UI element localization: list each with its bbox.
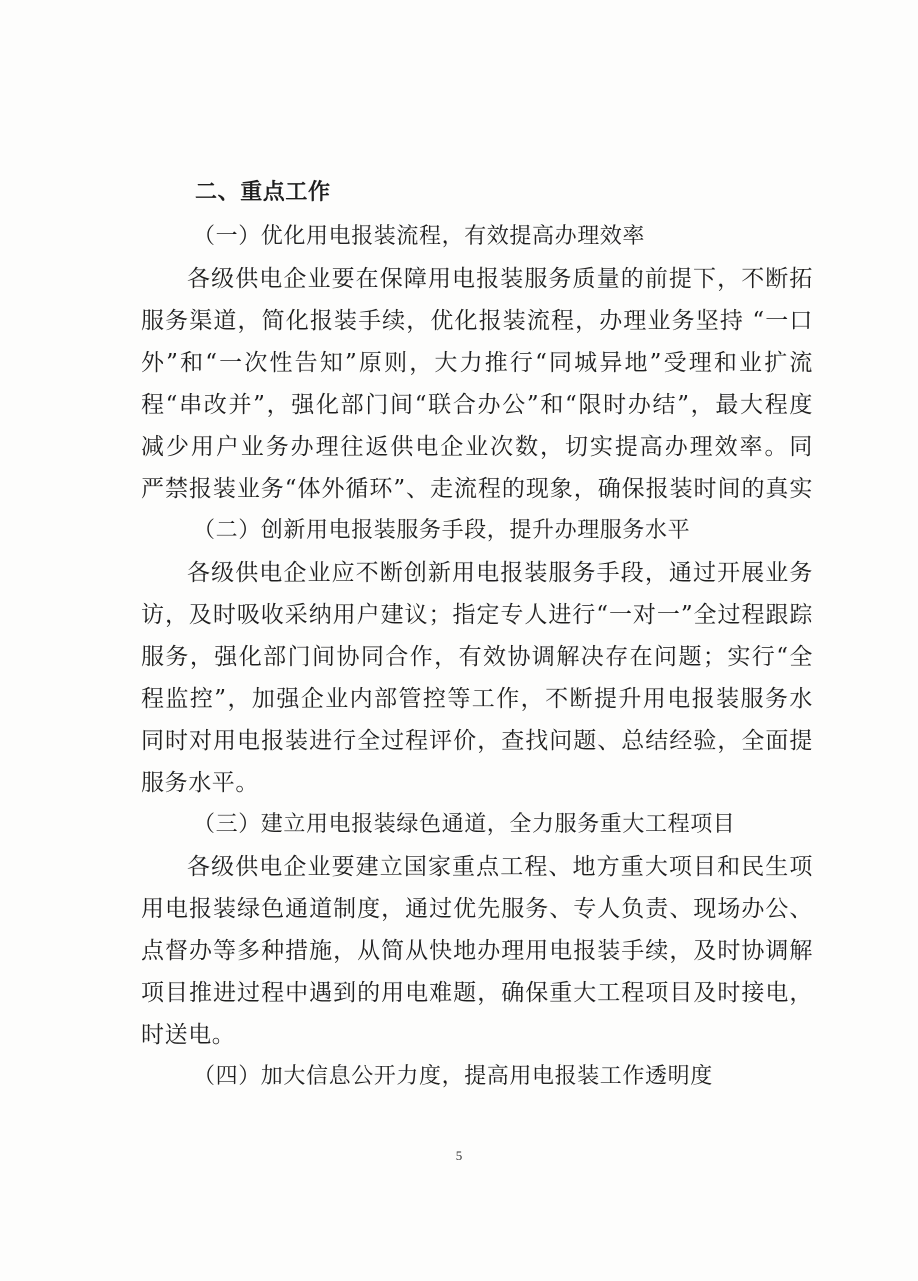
paragraph-line: 程监控”，加强企业内部管控等工作，不断提升用电报装服务水	[141, 686, 813, 712]
paragraph-line: 各级供电企业要建立国家重点工程、地方重大项目和民生项	[187, 854, 813, 880]
subheading-1: （一）优化用电报装流程，有效提高办理效率	[193, 224, 646, 249]
paragraph-line: 时送电。	[141, 1022, 236, 1048]
section-heading: 二、重点工作	[195, 180, 331, 205]
subheading-3: （三）建立用电报装绿色通道，全力服务重大工程项目	[193, 812, 736, 837]
paragraph-line: 程“串改并”，强化部门间“联合办公”和“限时办结”，最大程度	[141, 392, 813, 418]
page-number: 5	[455, 1148, 463, 1163]
paragraph-line: 同时对用电报装进行全过程评价，查找问题、总结经验，全面提	[141, 728, 813, 754]
subheading-4: （四）加大信息公开力度，提高用电报装工作透明度	[193, 1064, 713, 1089]
subheading-2: （二）创新用电报装服务手段，提升办理服务水平	[193, 518, 691, 543]
paragraph-line: 项目推进过程中遇到的用电难题，确保重大工程项目及时接电，	[141, 980, 813, 1006]
paragraph-line: 服务，强化部门间协同合作，有效协调解决存在问题；实行“全	[141, 644, 813, 670]
paragraph-line: 访，及时吸收采纳用户建议；指定专人进行“一对一”全过程跟踪	[141, 602, 813, 628]
paragraph-line: 外”和“一次性告知”原则，大力推行“同城异地”受理和业扩流	[141, 350, 813, 376]
paragraph-line: 严禁报装业务“体外循环”、走流程的现象，确保报装时间的真实	[141, 476, 813, 502]
paragraph-line: 用电报装绿色通道制度，通过优先服务、专人负责、现场办公、	[141, 896, 813, 922]
paragraph-line: 各级供电企业要在保障用电报装服务质量的前提下，不断拓	[187, 266, 813, 292]
document-body	[141, 170, 813, 1098]
paragraph-line: 点督办等多种措施，从简从快地办理用电报装手续，及时协调解	[141, 938, 813, 964]
paragraph-line: 减少用户业务办理往返供电企业次数，切实提高办理效率。同	[141, 434, 813, 460]
paragraph-line: 服务水平。	[141, 770, 259, 796]
paragraph-line: 各级供电企业应不断创新用电报装服务手段，通过开展业务	[187, 560, 813, 586]
paragraph-line: 服务渠道，简化报装手续，优化报装流程，办理业务坚持 “一口	[141, 308, 813, 334]
